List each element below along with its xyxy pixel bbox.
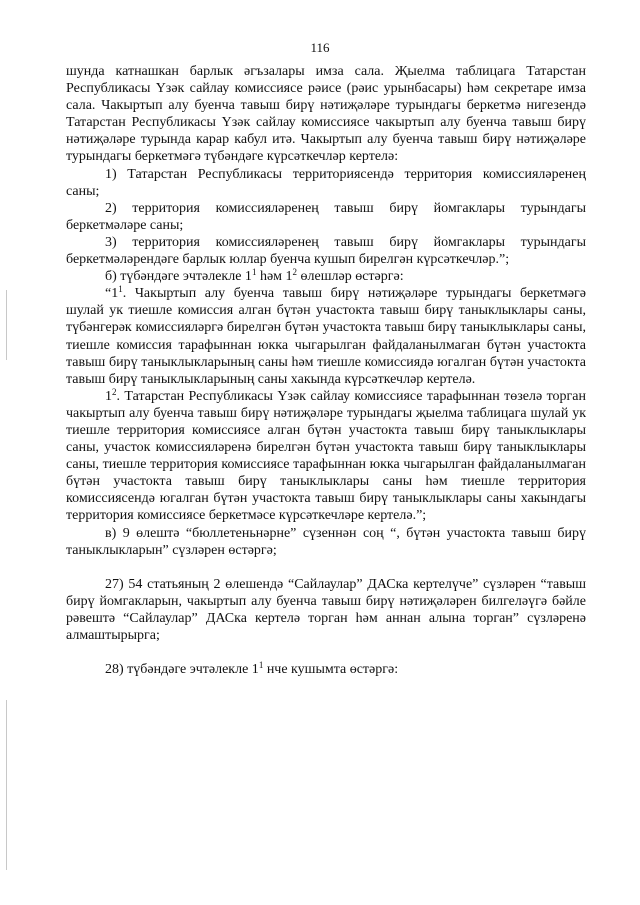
superscript: 1 — [258, 660, 264, 671]
document-body — [66, 63, 586, 678]
paragraph-p5 — [66, 268, 586, 285]
paragraph-p10 — [66, 661, 586, 678]
paragraph-p6 — [66, 285, 586, 388]
text-run: өлешләр өстәргә: — [297, 269, 404, 285]
text-run: һәм 1 — [256, 269, 293, 285]
scan-edge-mark — [6, 700, 7, 870]
paragraph-p2 — [66, 166, 586, 200]
paragraph-p9 — [66, 576, 586, 644]
page-number: 116 — [310, 40, 330, 55]
text-run: 3) территория комиссияләренең тавыш бирү йомгаклары турындагы беркетмәләрендәге барлык юллар буенча кушып бирелгән күрсәткечләр.”; — [66, 234, 586, 268]
text-run: 28) түбәндәге эчтәлекле 1 — [105, 662, 259, 678]
paragraph-p8 — [66, 525, 586, 559]
text-run: нче кушымта өстәргә: — [263, 662, 399, 678]
text-run: шунда катнашкан барлык әгъзалары имза сала. Җыелма таблицага Татарстан Республикасы Үзәк сайлау комиссиясе рәисе (рәис урынбасары) һәм секретаре имза сала. Чакыртып алу буенча тавыш бирү нәтиҗәләре турындагы беркетмә нигезендә Татарстан Республикасы Үзәк сайлау комиссиясе чакыртып алу буенча тавыш бирү нәтиҗәләре турында карар кабул итә. Чакыртып алу буенча тавыш бирү нәтиҗәләре турындагы беркетмәгә түбәндәге күрсәткечләр кертелә: — [66, 64, 586, 165]
paragraph-p3 — [66, 200, 586, 234]
text-run: 1) Татарстан Республикасы территориясендә территория комиссияләренең саны; — [66, 166, 586, 199]
text-run: 2) территория комиссияләренең тавыш бирү йомгаклары турындагы беркетмәләре саны; — [66, 200, 586, 233]
scan-edge-mark — [6, 290, 7, 360]
text-run: 1 — [105, 388, 112, 404]
text-run: б) түбәндәге эчтәлекле 1 — [105, 269, 252, 285]
superscript: 1 — [251, 267, 257, 278]
text-run: “1 — [105, 286, 119, 302]
paragraph-p4 — [66, 234, 586, 268]
paragraph-p7 — [66, 388, 586, 525]
text-run: . Татарстан Республикасы Үзәк сайлау комиссиясе тарафыннан төзелә торган чакыртып алу буенча тавыш бирү нәтиҗәләре турындагы җыелма таблицага шулай ук тиешле территория комиссиясе алган бүтән участокта тавыш бирү таныклыклары саны, участок комиссияләренә бирелгән бүтән участокта тавыш бирү таныклыклары саны, тиешле территория комиссиясе тарафыннан юкка чыгарылган файдаланылмаган бүтән участокта тавыш бирү таныклыклары саны һәм тиешле территория комиссиясендә югалган бүтән участокта тавыш бирү таныклыклары саны хакындагы территория комиссиясе беркетмәсе күрсәткечләре кертелә.”; — [66, 388, 586, 524]
superscript: 2 — [292, 267, 298, 278]
superscript: 1 — [118, 284, 123, 295]
text-run: в) 9 өлештә “бюллетеньнәрне” сүзеннән соң “, бүтән участокта тавыш бирү таныклыкларын” сүзләрен өстәргә; — [66, 525, 586, 558]
text-run: 27) 54 статьяның 2 өлешендә “Сайлаулар” ДАСка кертелүче” сүзләрен “тавыш бирү йомгакларын, чакыртып алу буенча тавыш бирү нәтиҗәләрен билгеләүгә бәйле рәвештә “Сайлаулар” ДАСка кертелә торган һәм аннан алына торган” сүзләренә алмаштырырга; — [66, 576, 586, 644]
paragraph-p1 — [66, 63, 586, 166]
text-run: . Чакыртып алу буенча тавыш бирү нәтиҗәләре турындагы беркетмәгә шулай ук тиешле комиссия алган бүтән участокта тавыш бирү таныклыклары саны, түбәнгерәк комиссияләргә бирелгән бүтән участокта тавыш бирү таныклыклары саны, тиешле комиссия тарафыннан юкка чыгарылган файдаланылмаган бүтән участокта тавыш бирү таныклыкларының саны һәм тиешле комиссиядә югалган бүтән участокта тавыш бирү таныклыкларының саны хакында күрсәткечләр кертелә. — [66, 286, 586, 387]
superscript: 2 — [112, 386, 117, 397]
